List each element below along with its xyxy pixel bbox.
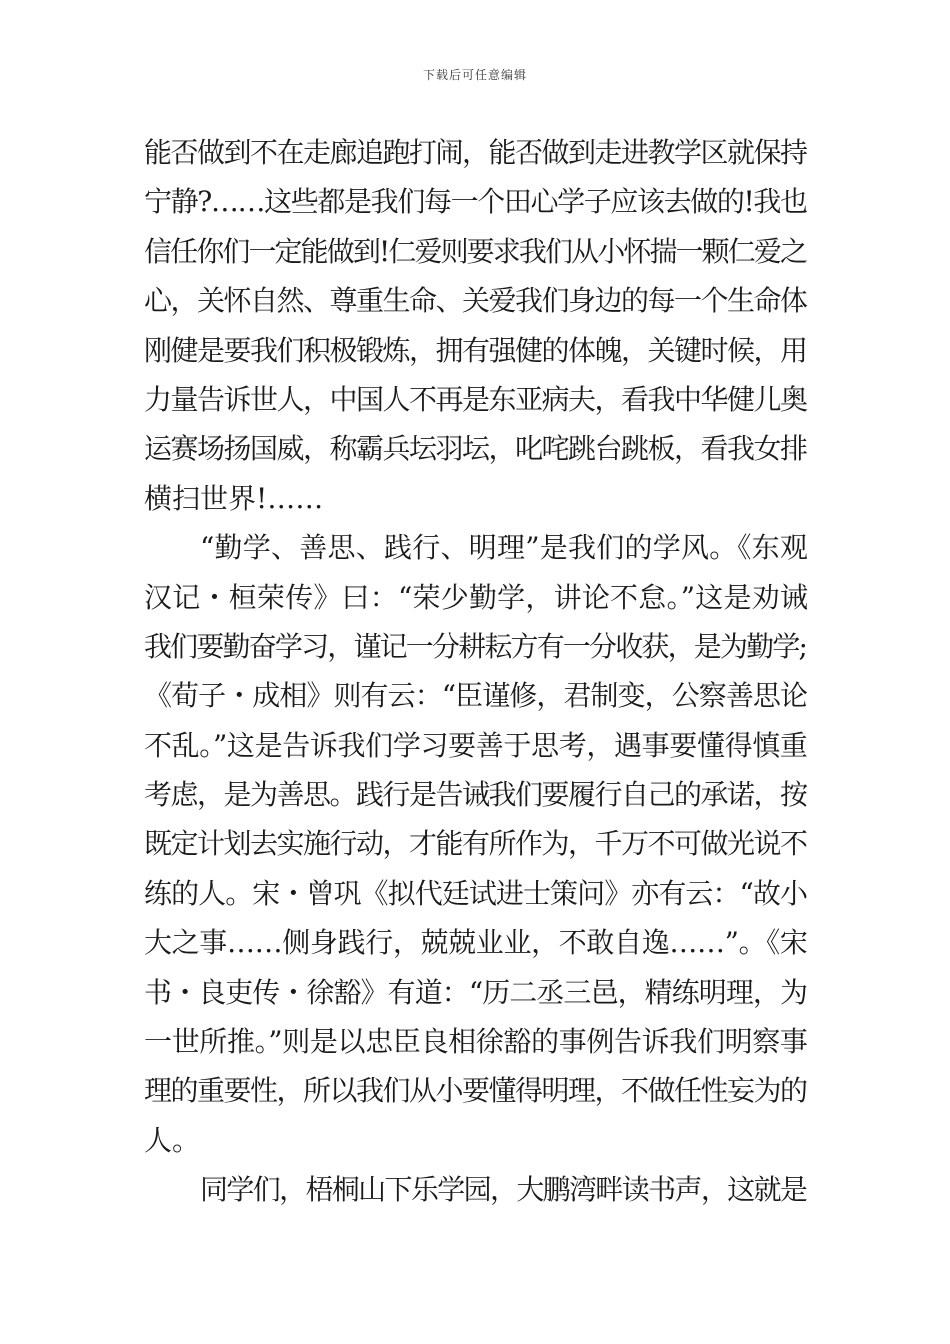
text-line: 宁静?……这些都是我们每一个田心学子应该去做的!我也 [144,185,807,219]
text-line: 考虑，是为善思。践行是告诫我们要履行自己的承诺，按 [144,778,807,812]
text-line: 既定计划去实施行动，才能有所作为，千万不可做光说不 [144,827,807,861]
text-line: “勤学、善思、践行、明理”是我们的学风。《东观 [200,531,808,565]
text-line: 心，关怀自然、尊重生命、关爱我们身边的每一个生命体 [144,284,807,318]
text-line: 人。 [144,1123,201,1157]
text-line: 同学们，梧桐山下乐学园，大鹏湾畔读书声，这就是 [200,1173,807,1207]
page-header: 下载后可任意编辑 [422,68,527,82]
text-line: 横扫世界!…… [144,481,324,515]
text-line: 力量告诉世人，中国人不再是东亚病夫，看我中华健儿奥 [144,382,807,416]
text-line: 书・良吏传・徐豁》有道：“历二丞三邑，精练明理，为 [144,975,808,1009]
text-line: 不乱。”这是告诉我们学习要善于思考，遇事要懂得慎重 [144,728,808,762]
body-text [144,128,808,1215]
text-line: 理的重要性，所以我们从小要懂得明理，不做任性妄为的 [144,1074,807,1108]
text-line: 汉记・桓荣传》曰：“荣少勤学，讲论不怠。”这是劝诫 [144,580,808,614]
text-line: 《荀子・成相》则有云：“臣谨修，君制变，公察善思论 [144,679,808,713]
text-line: 能否做到不在走廊追跑打闹，能否做到走进教学区就保持 [144,136,807,169]
text-line: 练的人。宋・曾巩《拟代廷试进士策问》亦有云：“故小 [144,876,808,910]
text-line: 刚健是要我们积极锻炼，拥有强健的体魄，关键时候，用 [144,333,807,367]
text-line: 一世所推。”则是以忠臣良相徐豁的事例告诉我们明察事 [144,1025,808,1059]
text-line: 信任你们一定能做到!仁爱则要求我们从小怀揣一颗仁爱之 [144,234,807,268]
text-line: 大之事……侧身践行，兢兢业业，不敢自逸……”。《宋 [144,926,808,960]
text-line: 我们要勤奋学习，谨记一分耕耘方有一分收获，是为勤学; [144,629,807,663]
text-line: 运赛场扬国威，称霸兵坛羽坛，叱咤跳台跳板，看我女排 [144,432,807,466]
